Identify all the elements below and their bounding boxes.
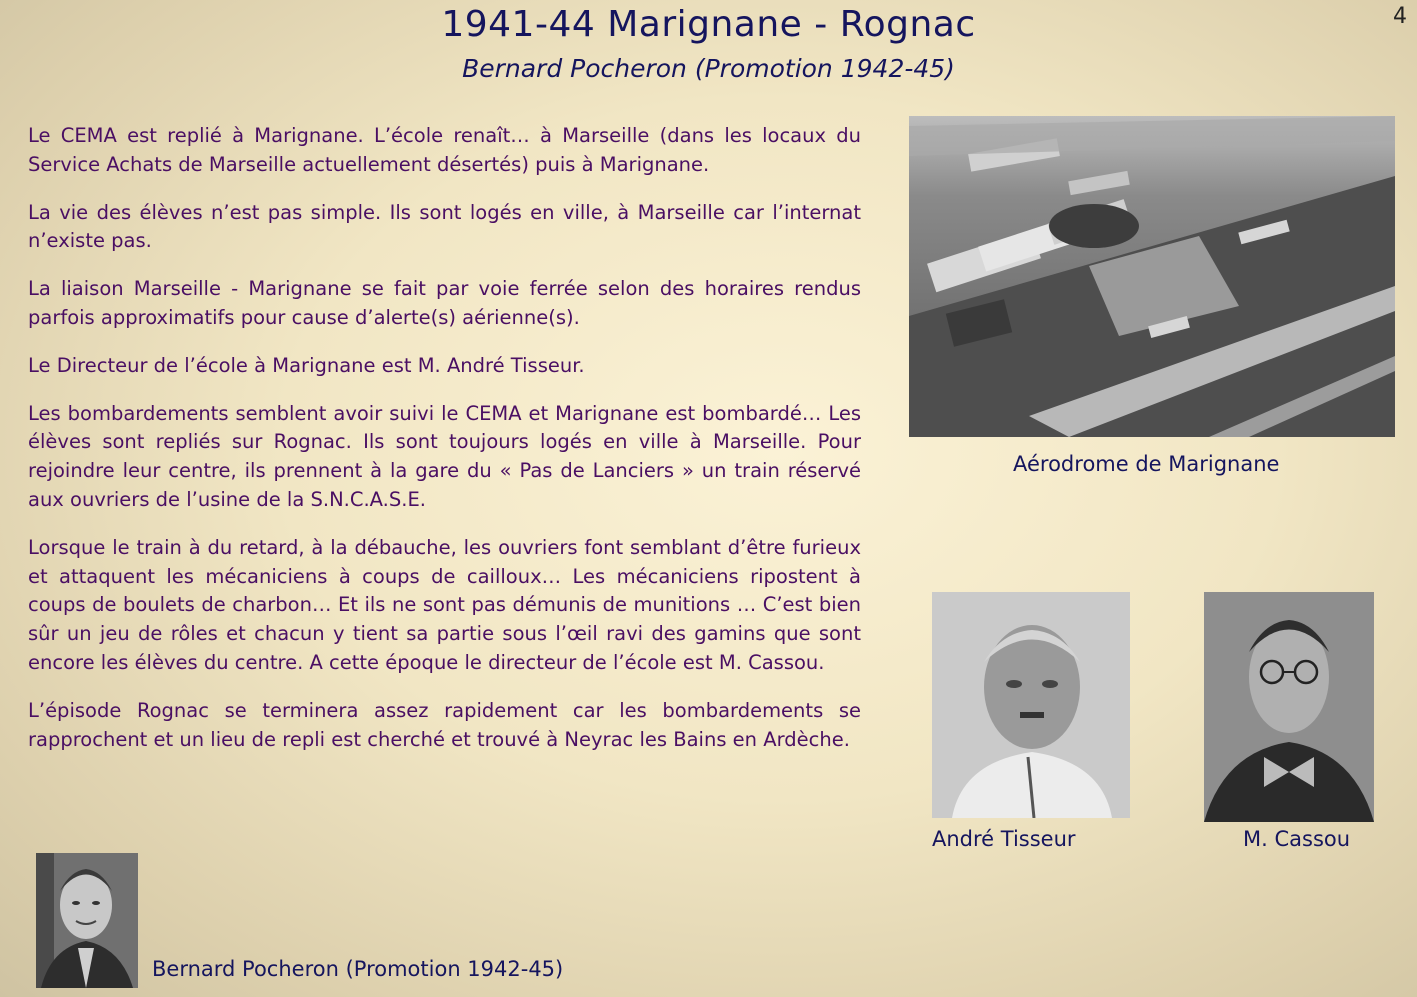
- page-title: 1941-44 Marignane - Rognac: [441, 4, 976, 45]
- paragraph-5: Les bombardements semblent avoir suivi le CEMA et Marignane est bombardé… Les élèves sont repliés sur Rognac. Ils sont toujours logés en ville à Marseille. Pour rejoindre leur centre, ils prennent à la gare du « Pas de Lanciers » un train réservé aux ouvriers de l’usine de la S.N.C.A.S.E.: [28, 401, 861, 511]
- aerodrome-photo: [909, 116, 1395, 437]
- paragraph-1: Le CEMA est replié à Marignane. L’école renaît… à Marseille (dans les locaux du Service Achats de Marseille actuellement désertés) puis à Marignane.: [28, 124, 861, 176]
- pocheron-portrait: [36, 853, 138, 988]
- cassou-portrait: [1204, 592, 1374, 822]
- page-subtitle: Bernard Pocheron (Promotion 1942-45): [462, 54, 955, 83]
- paragraph-2: La vie des élèves n’est pas simple. Ils sont logés en ville, à Marseille car l’internat n’existe pas.: [28, 200, 861, 253]
- tisseur-caption: André Tisseur: [932, 827, 1076, 851]
- cassou-caption: M. Cassou: [1243, 827, 1351, 851]
- pocheron-caption: Bernard Pocheron (Promotion 1942-45): [152, 957, 564, 981]
- paragraph-4: Le Directeur de l’école à Marignane est M. André Tisseur.: [28, 353, 585, 377]
- paragraph-7: L’épisode Rognac se terminera assez rapidement car les bombardements se rapprochent et un lieu de repli est cherché et trouvé à Neyrac les Bains en Ardèche.: [28, 698, 861, 751]
- paragraph-6: Lorsque le train à du retard, à la débauche, les ouvriers font semblant d’être furieux et attaquent les mécaniciens à coups de cailloux… Les mécaniciens ripostent à coups de boulets de charbon… Et ils ne sont pas démunis de munitions … C’est bien sûr un jeu de rôles et chacun y tient sa partie sous l’œil ravi des gamins que sont encore les élèves du centre. A cette époque le directeur de l’école est M. Cassou.: [28, 535, 861, 674]
- page-number: 4: [1393, 4, 1407, 29]
- aerodrome-caption: Aérodrome de Marignane: [1013, 452, 1280, 476]
- paragraph-3: La liaison Marseille - Marignane se fait par voie ferrée selon des horaires rendus parfois approximatifs pour cause d’alerte(s) aérienne(s).: [28, 277, 861, 329]
- tisseur-portrait: [932, 592, 1130, 818]
- body-text: [28, 122, 861, 773]
